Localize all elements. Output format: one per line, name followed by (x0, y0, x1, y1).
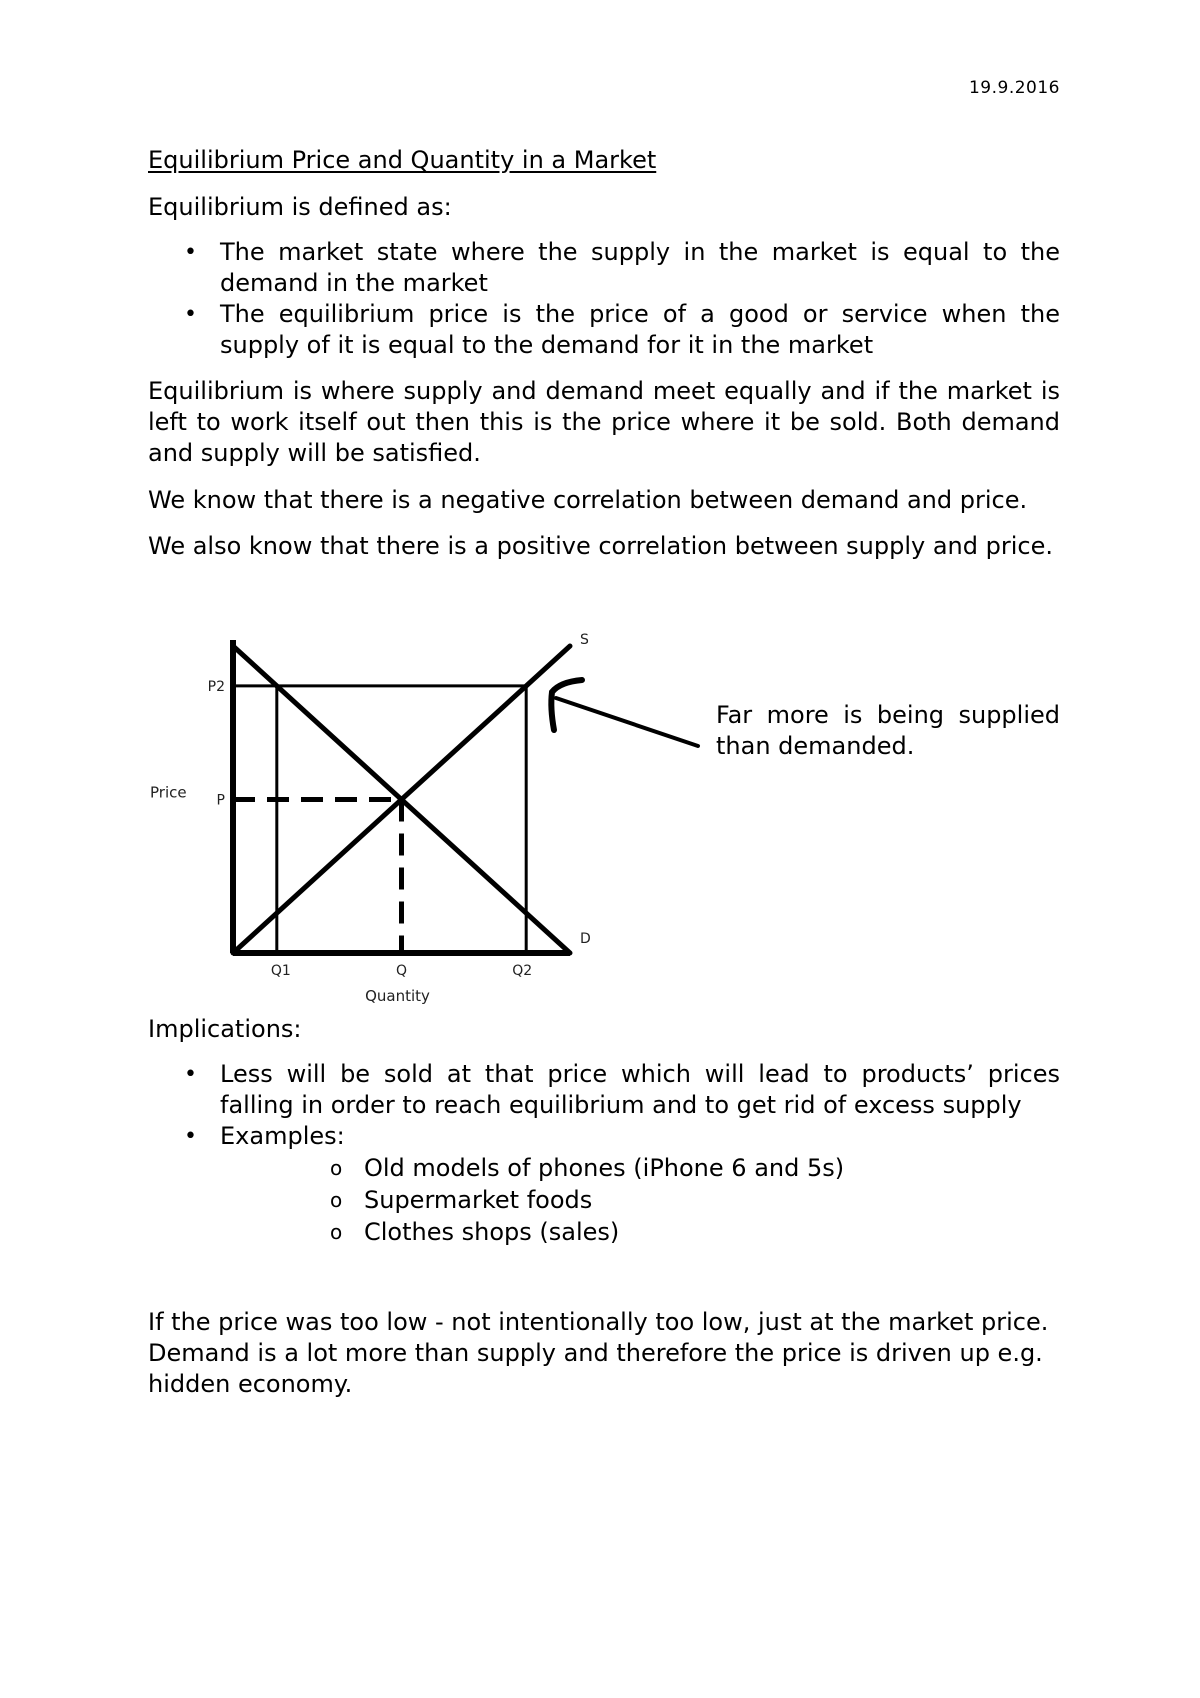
definition-item: • The equilibrium price is the price of a good or service when the supply of it is equal to the demand for it in the market (148, 299, 1060, 361)
intro-text: Equilibrium is defined as: (148, 193, 452, 221)
implications-list (148, 1059, 1060, 1248)
x-tick-label: Q2 (512, 963, 533, 979)
example-item: o Supermarket foods (220, 1184, 1060, 1216)
closing-paragraph: If the price was too low - not intentionally too low, just at the market price. Demand is a lot more than supply and therefore the price is driven up e.g. hidden economy. (148, 1308, 1049, 1398)
x-axis-label: Quantity (365, 987, 430, 1005)
y-tick-label: P2 (207, 678, 225, 695)
date-header: 19.9.2016 (968, 78, 1060, 98)
y-axis-label: Price (150, 783, 187, 802)
example-item: o Clothes shops (sales) (220, 1216, 1060, 1248)
demand-curve-label: D (580, 931, 591, 947)
definition-list (148, 237, 1060, 361)
examples-list (220, 1152, 1060, 1248)
example-item: o Old models of phones (iPhone 6 and 5s) (220, 1152, 1060, 1184)
implication-item: • Less will be sold at that price which will lead to products’ prices falling in order to reach equilibrium and to get rid of excess supply (148, 1059, 1060, 1121)
examples-label: Examples: (220, 1122, 345, 1150)
arrow-icon (540, 670, 720, 770)
definition-item: • The market state where the supply in the market is equal to the demand in the market (148, 237, 1060, 299)
paragraph-demand-correlation: We know that there is a negative correlation between demand and price. (148, 486, 1028, 514)
implication-item (148, 1121, 1060, 1248)
page-title: Equilibrium Price and Quantity in a Market (148, 146, 657, 174)
x-tick-label: Q1 (270, 963, 291, 979)
paragraph-supply-correlation: We also know that there is a positive correlation between supply and price. (148, 532, 1053, 560)
supply-curve-label: S (580, 632, 589, 648)
chart-annotation: Far more is being supplied than demanded. (716, 701, 1060, 760)
x-tick-label: Q (395, 963, 408, 979)
y-tick-label: P (216, 792, 225, 809)
implications-title: Implications: (148, 1015, 302, 1043)
paragraph-equilibrium: Equilibrium is where supply and demand meet equally and if the market is left to work itself out then this is the price where it be sold. Both demand and supply will be satisfied. (148, 377, 1060, 467)
